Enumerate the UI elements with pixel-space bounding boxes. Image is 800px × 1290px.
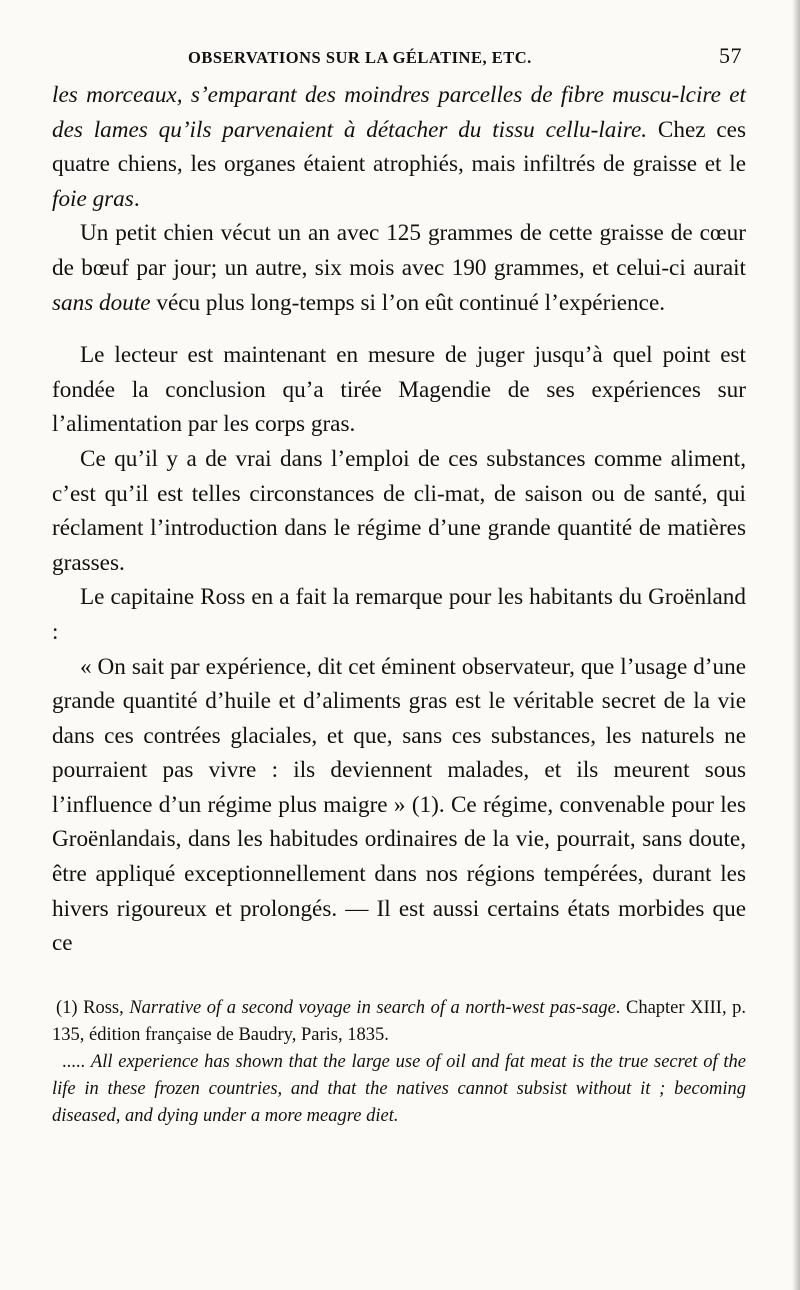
paragraph [52,216,746,320]
text-run: Ce qu’il y a de vrai dans l’emploi de ces substances comme aliment, c’est qu’il est telles circonstances de cli-mat, de saison ou de santé, qui réclament l’introduction dans le régime d’une grande quantité de matières grasses. [52,445,746,576]
paragraph [52,650,746,961]
text-run: Le capitaine Ross en a fait la remarque pour les habitants du Groënland : [52,584,746,645]
paragraph [52,580,746,649]
text-run: Le lecteur est maintenant en mesure de juger jusqu’à quel point est fondée la conclusion qu’a tirée Magendie de ses expériences sur l’alimentation par les corps gras. [52,342,746,438]
page-header [52,40,746,78]
italic-text: Narrative of a second voyage in search of a north-west pas-sage [129,997,616,1018]
paragraph [52,78,746,216]
italic-text: foie gras [52,185,134,212]
text-run: vécu plus long-temps si l’on eût continué l’expérience. [150,289,666,316]
text-run: « On sait par expérience, dit cet éminent observateur, que l’usage d’une grande quantité d’huile et d’aliments gras est le véritable secret de la vie dans ces contrées glaciales, et que, sans ces substances, les naturels ne pourraient pas vivre : ils deviennent malades, et ils meurent sous l’influence d’un régime plus maigre » (1). Ce régime, convenable pour les Groënlandais, dans les habitudes ordinaires de la vie, pourrait, sans doute, être appliqué exceptionnellement dans nos régions tempérées, durant les hivers rigoureux et prolongés. — Il est aussi certains états morbides que ce [52,653,746,957]
page-edge-shadow [792,0,800,1290]
text-run: Un petit chien vécut un an avec 125 grammes de cette graisse de cœur de bœuf par jour; un autre, six mois avec 190 grammes, et celui-ci aurait [52,220,746,281]
italic-text: sans doute [52,289,151,316]
page-number: 57 [719,43,742,68]
text-run: ..... [62,1051,91,1072]
body-text [52,78,746,961]
running-title: OBSERVATIONS SUR LA GÉLATINE, ETC. [188,48,532,67]
footnotes [52,995,746,1130]
text-run: Chez ces quatre chiens, les organes étaient atrophiés, mais infiltrés de graisse et le [52,116,746,178]
footnote [52,1049,746,1130]
paragraph [52,338,746,442]
footnote [52,995,746,1049]
text-run: . Chapter XIII, p. 135, édition française de Baudry, Paris, 1835. [52,997,746,1045]
text-run: (1) Ross, [56,997,130,1018]
book-page [52,40,746,1130]
text-run: . [133,185,140,212]
italic-text: les morceaux, s’emparant des moindres parcelles de fibre muscu-lcire et des lames qu’ils parvenaient à détacher du tissu cellu-laire. [52,82,746,143]
paragraph [52,442,746,580]
italic-text: All experience has shown that the large use of oil and fat meat is the true secret of the life in these frozen countries, and that the natives cannot subsist without it ; becoming diseased, and dying under a more meagre diet. [52,1051,746,1126]
